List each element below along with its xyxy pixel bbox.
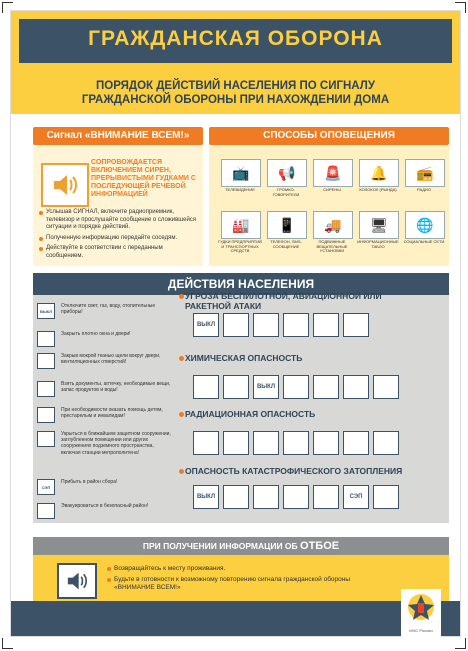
header — [11, 11, 460, 114]
threat-action-icon: ВЫКЛ — [193, 313, 219, 337]
action-icon — [37, 431, 55, 447]
notify-label: ГУДКИ ПРЕДПРИЯТИЙ И ТРАНСПОРТНЫХ СРЕДСТВ — [218, 239, 262, 254]
action-text: Закрыть плотно окна и двери! — [61, 331, 131, 337]
notify-label: СИРЕНЫ — [323, 187, 341, 192]
crop-mark — [455, 638, 466, 649]
page-subtitle — [21, 79, 450, 107]
list-item: Услышав СИГНАЛ, включите радиоприемник, телевизор и прослушайте сообщение о сложившейся ситуации и порядке действий. — [39, 209, 199, 232]
action-icon — [37, 331, 55, 347]
action-item — [37, 331, 171, 347]
otboy-heading-word: ОТБОЕ — [300, 540, 340, 552]
action-icon — [37, 381, 55, 397]
action-text: Прибыть в район сбора! — [61, 479, 118, 485]
threat-action-icon — [223, 485, 249, 509]
threat-action-icon — [283, 375, 309, 399]
radio-icon: 📻 — [405, 159, 445, 187]
phone-icon: 📱 — [267, 211, 307, 239]
otboy-heading-prefix: ПРИ ПОЛУЧЕНИИ ИНФОРМАЦИИ ОБ — [142, 541, 298, 551]
title-bar — [19, 19, 452, 63]
bullet-dot-icon — [179, 294, 184, 299]
action-item — [37, 479, 171, 495]
action-text: Эвакуироваться в безопасный район! — [61, 503, 149, 509]
threat-action-icon — [253, 485, 279, 509]
action-item — [37, 503, 171, 519]
logo-caption: МЧС России — [409, 628, 433, 633]
list-item: Полученную информацию передайте соседям. — [39, 235, 199, 243]
action-icon — [37, 503, 55, 519]
threat-action-icon — [313, 431, 339, 455]
notify-label: ТЕЛЕФОН, SMS-СООБЩЕНИЕ — [270, 239, 302, 249]
signal-description: СОПРОВОЖДАЕТСЯ ВКЛЮЧЕНИЕМ СИРЕН, ПРЕРЫВИСТЫМИ ГУДКАМИ С ПОСЛЕДУЮЩЕЙ РЕЧЕВОЙ ИНФОРМАЦИЕЙ — [91, 159, 196, 198]
action-icon — [37, 407, 55, 423]
threat-action-icon — [283, 431, 309, 455]
threat-action-icon — [313, 485, 339, 509]
action-item — [37, 407, 171, 423]
signal-bullets — [39, 209, 199, 263]
action-icon — [37, 353, 55, 369]
notify-label: ГРОМКО-ГОВОРИТЕЛИ — [272, 187, 300, 197]
signal-heading: Сигнал «ВНИМАНИЕ ВСЕМ!» — [33, 127, 203, 145]
threat-action-icon — [313, 313, 339, 337]
speaker-icon — [41, 163, 89, 207]
threat-action-icon — [373, 375, 399, 399]
crop-mark — [2, 638, 13, 649]
threat-action-icon: СЭП — [343, 485, 369, 509]
threat-action-icon — [253, 431, 279, 455]
action-text: Закрыв мокрой тканью щели вокруг двери, вентиляционных отверстий! — [61, 353, 161, 366]
notify-label: ИНФОРМАЦИОННЫЕ ТАБЛО — [357, 239, 399, 249]
notify-label: СОЦИАЛЬНЫЕ СЕТИ — [403, 239, 445, 244]
notify-label: КОЛОКОЛ (РЫНДА) — [359, 187, 397, 192]
notify-label: РАДИО — [417, 187, 431, 192]
action-text: Отключите свет, газ, воду, отопительные приборы! — [61, 303, 156, 316]
otboy-panel — [33, 555, 449, 607]
threat-title: УГРОЗА БЕСПИЛОТНОЙ, АВИАЦИОННОЙ ИЛИ РАКЕТНОЙ АТАКИ — [185, 291, 382, 311]
network-icon: 🌐 — [405, 211, 445, 239]
threat-action-icon — [223, 313, 249, 337]
otboy-heading — [33, 537, 449, 555]
footer — [11, 601, 460, 636]
threat-title: ОПАСНОСТЬ КАТАСТРОФИЧЕСКОГО ЗАТОПЛЕНИЯ — [185, 466, 403, 476]
threat-action-icon — [373, 431, 399, 455]
board-icon: 🖥 — [359, 211, 399, 239]
threat-action-icon — [343, 431, 369, 455]
tv-icon: 📺 — [221, 159, 261, 187]
notify-heading: СПОСОБЫ ОПОВЕЩЕНИЯ — [209, 127, 449, 145]
threat-action-icon — [343, 313, 369, 337]
action-item — [37, 431, 171, 456]
threat-title: РАДИАЦИОННАЯ ОПАСНОСТЬ — [185, 409, 316, 419]
action-text: Взять документы, аптечку, необходимые вещи, запас продуктов и воды! — [61, 381, 171, 394]
subtitle-line: ПОРЯДОК ДЕЙСТВИЙ НАСЕЛЕНИЯ ПО СИГНАЛУ — [96, 80, 375, 92]
threat-action-icon — [283, 485, 309, 509]
poster — [10, 10, 461, 637]
list-item: Возвращайтесь к месту проживания. — [107, 565, 387, 573]
speaker-icon — [57, 563, 97, 599]
bullet-dot-icon — [179, 469, 184, 474]
otboy-bullets — [107, 565, 387, 595]
threat-action-icon: ВЫКЛ — [193, 485, 219, 509]
bullet-dot-icon — [179, 412, 184, 417]
action-icon: ВЫКЛ — [37, 303, 55, 319]
page-title: ГРАЖДАНСКАЯ ОБОРОНА — [88, 27, 383, 50]
threat-action-icon: ВЫКЛ — [253, 375, 279, 399]
threat-action-icon — [313, 375, 339, 399]
actions-heading: ДЕЙСТВИЯ НАСЕЛЕНИЯ — [33, 273, 449, 295]
action-icon: СЭП — [37, 479, 55, 495]
action-text: Укрыться в ближайшем защитном сооружении, заглубленном помещении или других сооружениях подземного пространства, включая станции метрополитена! — [61, 431, 171, 456]
action-item — [37, 353, 171, 369]
list-item: Будьте в готовности к возможному повторению сигнала гражданской обороны «ВНИМАНИЕ ВСЕМ!» — [107, 576, 387, 592]
siren-icon: 🚨 — [313, 159, 353, 187]
threat-action-icon — [223, 375, 249, 399]
threat-title: ХИМИЧЕСКАЯ ОПАСНОСТЬ — [185, 353, 303, 363]
action-item — [37, 303, 171, 319]
bell-icon: 🔔 — [359, 159, 399, 187]
notify-label: ПОДВИЖНЫЕ ВЕЩАТЕЛЬНЫЕ УСТАНОВКИ — [316, 239, 348, 254]
subtitle-line: ГРАЖДАНСКОЙ ОБОРОНЫ ПРИ НАХОЖДЕНИИ ДОМА — [81, 94, 390, 106]
threat-action-icon — [253, 313, 279, 337]
threat-action-icon — [283, 313, 309, 337]
loudspeaker-icon: 📢 — [267, 159, 307, 187]
bullet-dot-icon — [179, 356, 184, 361]
action-item — [37, 381, 171, 397]
threat-action-icon — [193, 375, 219, 399]
threat-action-icon — [223, 431, 249, 455]
threat-action-icon — [343, 375, 369, 399]
threat-action-icon — [193, 431, 219, 455]
action-text: При необходимости оказать помощь детям, престарелым и инвалидам! — [61, 407, 163, 420]
factory-icon: 🏭 — [221, 211, 261, 239]
list-item: Действуйте в соответствии с переданным сообщением. — [39, 245, 199, 260]
threat-action-icon — [373, 485, 399, 509]
truck-icon: 🚚 — [313, 211, 353, 239]
notify-label: ТЕЛЕВИДЕНИЕ — [225, 187, 255, 192]
